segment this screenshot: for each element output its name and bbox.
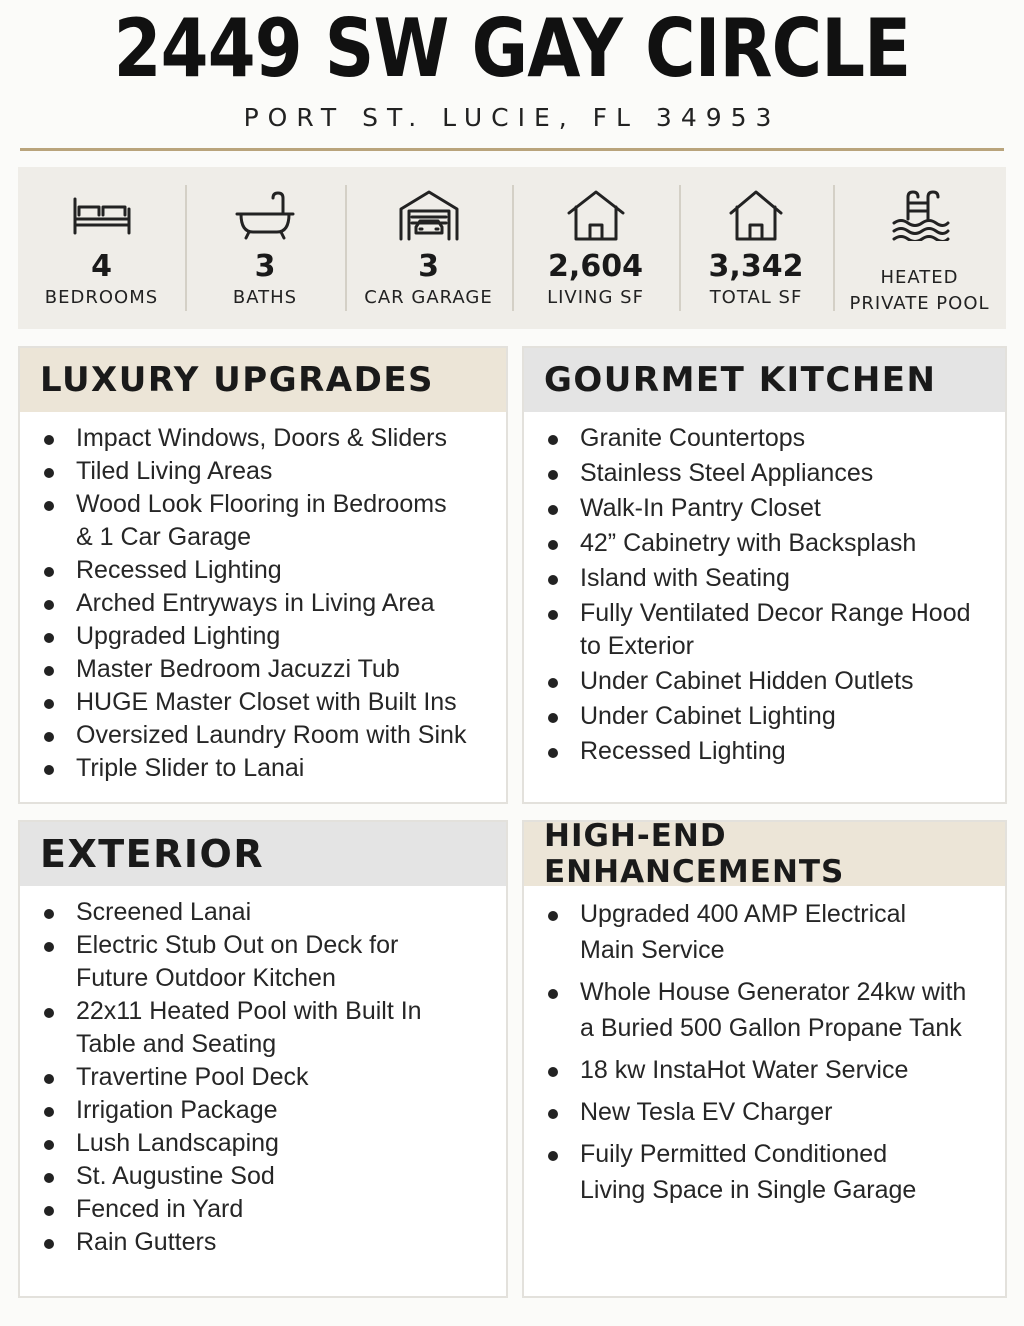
list-item: Under Cabinet Hidden Outlets <box>544 665 1005 698</box>
list-item: Granite Countertops <box>544 422 1005 455</box>
bathtub-icon <box>235 185 295 245</box>
list-item: 42” Cabinetry with Backsplash <box>544 527 1005 560</box>
list-item: Travertine Pool Deck <box>40 1061 506 1094</box>
stat-label: CAR GARAGE <box>364 287 493 308</box>
stat-value: 3 <box>254 249 276 284</box>
feature-list <box>20 886 506 1259</box>
list-item: Arched Entryways in Living Area <box>40 587 506 620</box>
stat-label: LIVING SF <box>547 287 644 308</box>
feature-list <box>524 886 1005 1208</box>
city-state-zip: PORT ST. LUCIE, FL 34953 <box>243 103 781 132</box>
stat-label: PRIVATE POOL <box>849 293 990 314</box>
stat-value: 3,342 <box>708 249 804 284</box>
section-title: EXTERIOR <box>20 822 506 886</box>
stat-total-sf <box>679 167 833 329</box>
list-item: Stainless Steel Appliances <box>544 457 1005 490</box>
exterior-card <box>18 820 508 1298</box>
list-item: Impact Windows, Doors & Sliders <box>40 422 506 455</box>
list-item: Tiled Living Areas <box>40 455 506 488</box>
stats-bar <box>18 167 1006 329</box>
list-item: New Tesla EV Charger <box>544 1094 1005 1130</box>
list-item: Island with Seating <box>544 562 1005 595</box>
garage-icon <box>398 185 460 245</box>
list-item: Electric Stub Out on Deck for Future Outdoor Kitchen <box>40 929 410 995</box>
list-item: 22x11 Heated Pool with Built In Table and Seating <box>40 995 440 1061</box>
stat-living-sf <box>512 167 679 329</box>
list-item: Wood Look Flooring in Bedrooms & 1 Car Garage <box>40 488 470 554</box>
list-item: Master Bedroom Jacuzzi Tub <box>40 653 506 686</box>
stat-baths <box>185 167 345 329</box>
list-item: Walk-In Pantry Closet <box>544 492 1005 525</box>
list-item: HUGE Master Closet with Built Ins <box>40 686 506 719</box>
list-item: Screened Lanai <box>40 896 506 929</box>
list-item: Oversized Laundry Room with Sink <box>40 719 506 752</box>
divider <box>20 148 1004 151</box>
list-item: Whole House Generator 24kw with a Buried 500 Gallon Propane Tank <box>544 974 984 1046</box>
list-item: Upgraded Lighting <box>40 620 506 653</box>
stat-pool <box>833 167 1006 329</box>
stat-label: BEDROOMS <box>44 287 159 308</box>
list-item: Fuily Permitted Conditioned Living Space in Single Garage <box>544 1136 944 1208</box>
high-end-enhancements-card <box>522 820 1007 1298</box>
feature-list <box>20 412 506 785</box>
stat-value: 2,604 <box>548 249 643 284</box>
list-item: Recessed Lighting <box>40 554 506 587</box>
list-item: Lush Landscaping <box>40 1127 506 1160</box>
stat-label: TOTAL SF <box>709 287 803 308</box>
list-item: St. Augustine Sod <box>40 1160 506 1193</box>
stat-bedrooms <box>18 167 185 329</box>
section-title: HIGH-END ENHANCEMENTS <box>524 822 1005 886</box>
bed-icon <box>71 185 133 245</box>
stat-label: HEATED <box>880 267 959 288</box>
stat-garage <box>345 167 512 329</box>
section-title: LUXURY UPGRADES <box>20 348 506 412</box>
list-item: Recessed Lighting <box>544 735 1005 768</box>
pool-icon <box>890 185 950 245</box>
list-item: 18 kw InstaHot Water Service <box>544 1052 1005 1088</box>
property-address: 2449 SW GAY CIRCLE <box>113 2 911 95</box>
house-icon <box>566 185 626 245</box>
stat-value: 3 <box>418 249 439 284</box>
stat-value: 4 <box>91 249 112 284</box>
luxury-upgrades-card <box>18 346 508 804</box>
list-item: Irrigation Package <box>40 1094 506 1127</box>
gourmet-kitchen-card <box>522 346 1007 804</box>
list-item: Triple Slider to Lanai <box>40 752 506 785</box>
section-title: GOURMET KITCHEN <box>524 348 1005 412</box>
feature-list <box>524 412 1005 768</box>
list-item: Upgraded 400 AMP Electrical Main Service <box>544 896 924 968</box>
list-item: Under Cabinet Lighting <box>544 700 1005 733</box>
stat-label: BATHS <box>232 287 298 308</box>
list-item: Fenced in Yard <box>40 1193 506 1226</box>
house-icon <box>728 185 784 245</box>
list-item: Fully Ventilated Decor Range Hood to Exterior <box>544 597 984 663</box>
list-item: Rain Gutters <box>40 1226 506 1259</box>
